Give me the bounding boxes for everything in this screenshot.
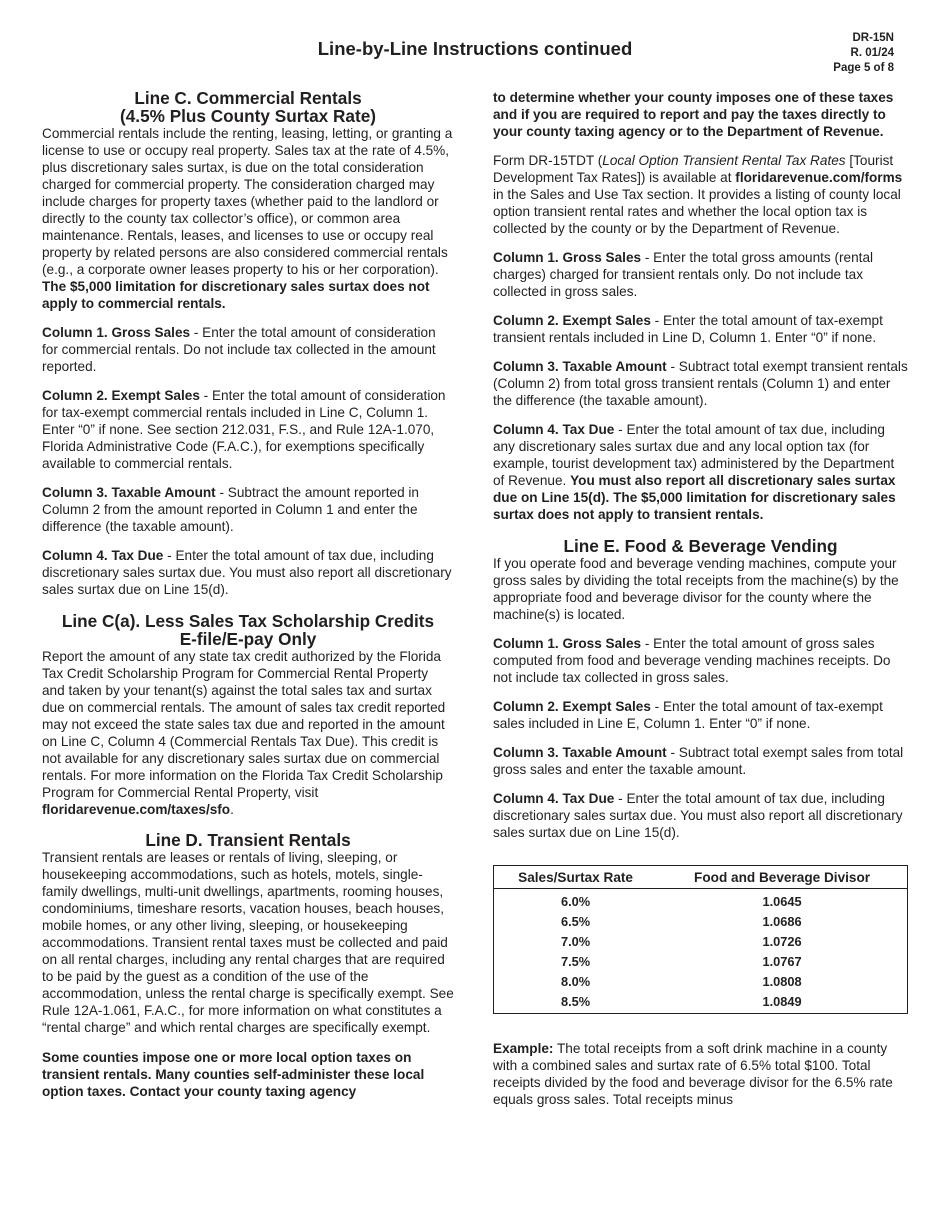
line-e-column-4: Column 4. Tax Due - Enter the total amount of tax due, including discretionary sales surtax due. You must also report all discretionary sales surtax due on Line 15(d).: [493, 791, 903, 840]
page-title: Line-by-Line Instructions continued: [317, 38, 633, 59]
line-c-column-3: Column 3. Taxable Amount - Subtract the amount reported in Column 2 from the amount reported in Column 1 and enter the difference (the taxable amount).: [42, 485, 419, 534]
line-c-heading: [42, 89, 454, 125]
rate-cell: 6.0%: [560, 894, 591, 909]
rate-cell: 8.0%: [560, 974, 591, 989]
line-e-heading: Line E. Food & Beverage Vending: [563, 536, 838, 556]
divisor-cell: 1.0849: [762, 994, 802, 1009]
line-e-column-2: Column 2. Exempt Sales - Enter the total amount of tax-exempt sales included in Line E, Column 1. Enter “0” if none.: [493, 699, 883, 731]
rate-cell: 7.0%: [560, 934, 591, 949]
divisor-cell: 1.0686: [762, 914, 802, 929]
line-ca-subtitle: E-file/E-pay Only: [179, 629, 317, 649]
line-d-column-4: Column 4. Tax Due - Enter the total amount of tax due, including any discretionary sales surtax due and any local option tax (for example, tourist development tax) administered by the Department of Revenue. You must also report all discretionary sales surtax due on Line 15(d). The $5,000 limitation for discretionary sales surtax does not apply to transient rentals.: [493, 422, 896, 522]
divisor-cell: 1.0645: [762, 894, 802, 909]
divisor-column-header: Food and Beverage Divisor: [657, 866, 907, 889]
table-row: [494, 932, 908, 952]
line-c-column-1: Column 1. Gross Sales - Enter the total amount of consideration for commercial rentals. Do not include tax collected in the amount reported.: [42, 325, 436, 374]
line-d-heading: Line D. Transient Rentals: [145, 830, 351, 850]
table-row: [494, 992, 908, 1014]
table-row: [494, 889, 908, 912]
page-number: Page 5 of 8: [833, 62, 894, 74]
line-ca-description: Report the amount of any state tax credit authorized by the Florida Tax Credit Scholarship Program for Commercial Rental Property and taken by your tenant(s) against the total sales tax and surtax due on commercial rentals. The amount of sales tax credit reported may not exceed the state sales tax due and reported in the amount on Line C, Column 4 (Commercial Rentals Tax Due). This credit is not available for any discretionary sales surtax due on commercial rentals. For more information on the Florida Tax Credit Scholarship Program for Commercial Rental Property, visit floridarevenue.com/taxes/sfo.: [42, 649, 446, 817]
form-number: DR-15N: [852, 32, 894, 44]
line-d-column-2: Column 2. Exempt Sales - Enter the total amount of tax-exempt transient rentals included in Line D, Column 1. Enter “0” if none.: [493, 313, 883, 345]
table-header-row: [494, 866, 908, 889]
example-paragraph: Example: The total receipts from a soft drink machine in a county with a combined sales and surtax rate of 6.5% total $100. Total receipts divided by the food and beverage divisor for the 6.5% rate equals gross sales. Total receipts minus: [493, 1041, 893, 1107]
rate-column-header: Sales/Surtax Rate: [494, 866, 658, 889]
left-column: [42, 89, 454, 1112]
rate-cell: 6.5%: [560, 914, 591, 929]
forms-link[interactable]: floridarevenue.com/forms: [735, 170, 903, 185]
scholarship-link[interactable]: floridarevenue.com/taxes/sfo: [42, 802, 231, 817]
form-revision: R. 01/24: [850, 47, 894, 59]
line-c-title: Line C. Commercial Rentals: [134, 88, 362, 108]
line-c-column-2: Column 2. Exempt Sales - Enter the total amount of consideration for tax-exempt commercial rentals included in Line C, Column 1. Enter “0” if none. See section 212.031, F.S., and Rule 12A-1.070, Florida Administrative Code (F.A.C.), for exemptions specifically available to commercial rentals.: [42, 388, 446, 471]
line-d-column-1: Column 1. Gross Sales - Enter the total gross amounts (rental charges) charged for transient rentals only. Do not include tax collected in gross sales.: [493, 250, 874, 299]
line-e-column-1: Column 1. Gross Sales - Enter the total amount of gross sales computed from food and beverage vending machines receipts. Do not include tax collected in gross sales.: [493, 636, 891, 685]
line-ca-heading: [42, 612, 454, 648]
line-d-column-3: Column 3. Taxable Amount - Subtract total exempt transient rentals (Column 2) from total gross transient rentals (Column 1) and enter the difference (the taxable amount).: [493, 359, 908, 408]
line-d-description: Transient rentals are leases or rentals of living, sleeping, or housekeeping accommodations, such as hotels, motels, single-family dwellings, multi-unit dwellings, apartments, rooming houses, condominiums, timeshare resorts, vacation houses, beach houses, mobile homes, or any other living, sleeping, or housekeeping accommodations. Transient rental taxes must be collected and paid on all rental charges, including any rental charges that are required to be paid by the guest as a condition of the use of the accommodation, unless the rental charge is specifically exempt. See Rule 12A-1.061, F.A.C., for more information on what constitutes a “rental charge” and which rental charges are specifically exempt.: [42, 850, 454, 1035]
form-identifier: [833, 31, 894, 76]
line-c-subtitle: (4.5% Plus County Surtax Rate): [120, 106, 376, 126]
form-dr15tdt-note: Form DR-15TDT (Local Option Transient Rental Tax Rates [Tourist Development Tax Rates]) is available at floridarevenue.com/forms in the Sales and Use Tax section. It provides a listing of county local option transient rental rates and whether the local option tax is collected by the county or by the Department of Revenue.: [493, 153, 903, 236]
table-row: [494, 912, 908, 932]
line-ca-title: Line C(a). Less Sales Tax Scholarship Credits: [61, 611, 435, 631]
divisor-cell: 1.0767: [762, 954, 802, 969]
line-c-surtax-note: The $5,000 limitation for discretionary sales surtax does not apply to commercial rentals.: [42, 279, 430, 311]
divisor-cell: 1.0726: [762, 934, 802, 949]
line-c-description: Commercial rentals include the renting, leasing, letting, or granting a license to use or occupy real property. Sales tax at the rate of 4.5%, plus discretionary sales surtax, is due on the total consideration charged for commercial property. The consideration charged may include charges for property taxes (whether paid to the landlord or directly to the county tax collector’s office), or common area maintenance. Rentals, leases, and licenses to use or occupy real property by related persons are also considered commercial rentals (e.g., a corporate owner leases property to his or her corporation). The $5,000 limitation for discretionary sales surtax does not apply to commercial rentals.: [42, 126, 453, 311]
food-beverage-divisor-table: [493, 865, 908, 1014]
line-c-column-4: Column 4. Tax Due - Enter the total amount of tax due, including discretionary sales surtax due. You must also report all discretionary sales surtax due on Line 15(d).: [42, 548, 452, 597]
table-row: [494, 972, 908, 992]
rate-cell: 8.5%: [560, 994, 591, 1009]
divisor-cell: 1.0808: [762, 974, 802, 989]
line-e-column-3: Column 3. Taxable Amount - Subtract total exempt sales from total gross sales and enter the taxable amount.: [493, 745, 904, 777]
line-e-description: If you operate food and beverage vending machines, compute your gross sales by dividing the total receipts from the machine(s) by the appropriate food and beverage divisor for the county where the machine(s) is located.: [493, 556, 899, 622]
table-row: [494, 952, 908, 972]
rate-cell: 7.5%: [560, 954, 591, 969]
local-option-note-continued: to determine whether your county imposes one of these taxes and if you are required to report and pay the taxes directly to your county taxing agency or to the Department of Revenue.: [493, 90, 894, 139]
line-d-local-option-note: Some counties impose one or more local option taxes on transient rentals. Many counties self-administer these local option taxes. Contact your county taxing agency: [42, 1050, 425, 1099]
right-column: [493, 89, 908, 1120]
